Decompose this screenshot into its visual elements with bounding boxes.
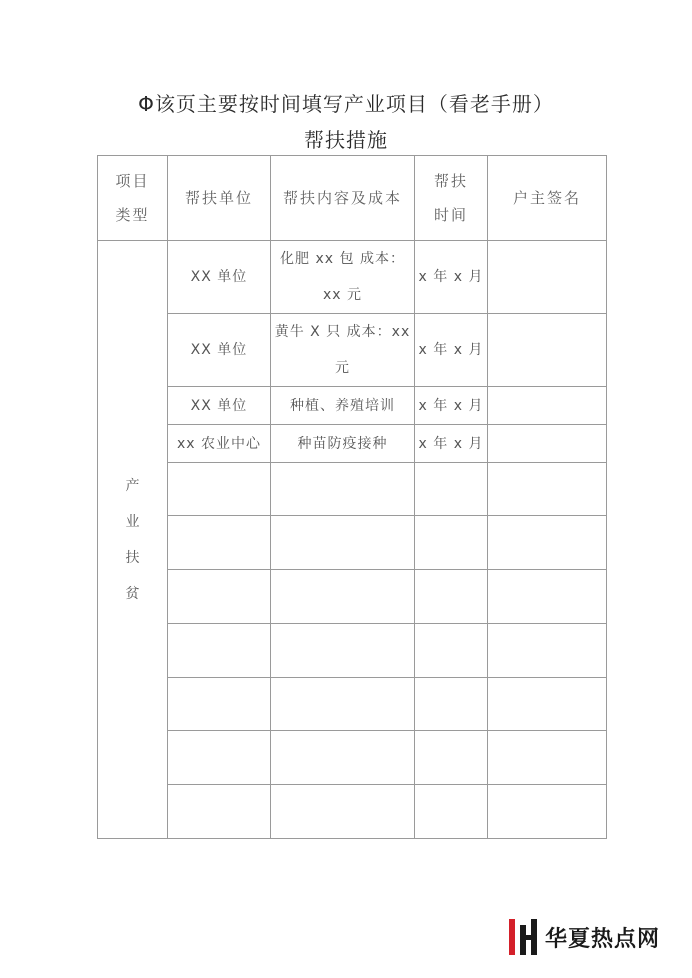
- row-content: 黄牛 X 只 成本：xx 元: [271, 314, 415, 387]
- category-label: 产业扶贫: [125, 477, 140, 602]
- table-row-empty: [98, 463, 607, 516]
- table-row-empty: [98, 785, 607, 839]
- empty-cell[interactable]: [271, 678, 415, 731]
- row-content: 种植、养殖培训: [271, 387, 415, 425]
- page-title-line1: Φ该页主要按时间填写产业项目（看老手册）: [138, 92, 554, 116]
- table-row-empty: [98, 516, 607, 570]
- empty-cell[interactable]: [168, 463, 271, 516]
- category-cell: [98, 241, 168, 839]
- empty-cell[interactable]: [415, 463, 488, 516]
- table-header-row: [98, 156, 607, 241]
- empty-cell[interactable]: [271, 516, 415, 570]
- row-time: x 年 x 月: [415, 387, 488, 425]
- empty-cell[interactable]: [488, 624, 607, 678]
- table-row-empty: [98, 570, 607, 624]
- table-row-empty: [98, 624, 607, 678]
- empty-cell[interactable]: [488, 570, 607, 624]
- empty-cell[interactable]: [415, 785, 488, 839]
- row-time: x 年 x 月: [415, 425, 488, 463]
- table-row: [98, 314, 607, 387]
- empty-cell[interactable]: [415, 624, 488, 678]
- table-row-empty: [98, 678, 607, 731]
- header-project-type: 项目类型: [98, 156, 168, 241]
- empty-cell[interactable]: [488, 678, 607, 731]
- empty-cell[interactable]: [168, 731, 271, 785]
- watermark-logo: [507, 913, 660, 961]
- page-title-line2: 帮扶措施: [304, 128, 388, 152]
- header-household-signature: 户主签名: [488, 156, 607, 241]
- empty-cell[interactable]: [168, 570, 271, 624]
- row-unit: XX 单位: [168, 387, 271, 425]
- empty-cell[interactable]: [168, 624, 271, 678]
- row-unit: XX 单位: [168, 241, 271, 314]
- header-assist-time: 帮扶时间: [415, 156, 488, 241]
- empty-cell[interactable]: [271, 463, 415, 516]
- empty-cell[interactable]: [415, 678, 488, 731]
- empty-cell[interactable]: [415, 731, 488, 785]
- brand-h-icon: [507, 915, 539, 959]
- row-signature[interactable]: [488, 425, 607, 463]
- table-row: [98, 425, 607, 463]
- empty-cell[interactable]: [415, 570, 488, 624]
- header-assist-unit: 帮扶单位: [168, 156, 271, 241]
- watermark-brand-text: 华夏热点网: [545, 926, 661, 952]
- empty-cell[interactable]: [415, 516, 488, 570]
- row-unit: xx 农业中心: [168, 425, 271, 463]
- empty-cell[interactable]: [488, 731, 607, 785]
- empty-cell[interactable]: [168, 516, 271, 570]
- empty-cell[interactable]: [168, 678, 271, 731]
- row-time: x 年 x 月: [415, 241, 488, 314]
- row-content: 化肥 xx 包 成本：xx 元: [271, 241, 415, 314]
- row-content: 种苗防疫接种: [271, 425, 415, 463]
- table-row: [98, 241, 607, 314]
- empty-cell[interactable]: [271, 731, 415, 785]
- table-row-empty: [98, 731, 607, 785]
- row-signature[interactable]: [488, 314, 607, 387]
- header-assist-content: 帮扶内容及成本: [271, 156, 415, 241]
- table-row: [98, 387, 607, 425]
- row-signature[interactable]: [488, 241, 607, 314]
- empty-cell[interactable]: [168, 785, 271, 839]
- empty-cell[interactable]: [488, 463, 607, 516]
- empty-cell[interactable]: [271, 785, 415, 839]
- row-signature[interactable]: [488, 387, 607, 425]
- empty-cell[interactable]: [488, 516, 607, 570]
- row-time: x 年 x 月: [415, 314, 488, 387]
- empty-cell[interactable]: [488, 785, 607, 839]
- assistance-measures-table: [97, 155, 607, 839]
- empty-cell[interactable]: [271, 570, 415, 624]
- empty-cell[interactable]: [271, 624, 415, 678]
- row-unit: XX 单位: [168, 314, 271, 387]
